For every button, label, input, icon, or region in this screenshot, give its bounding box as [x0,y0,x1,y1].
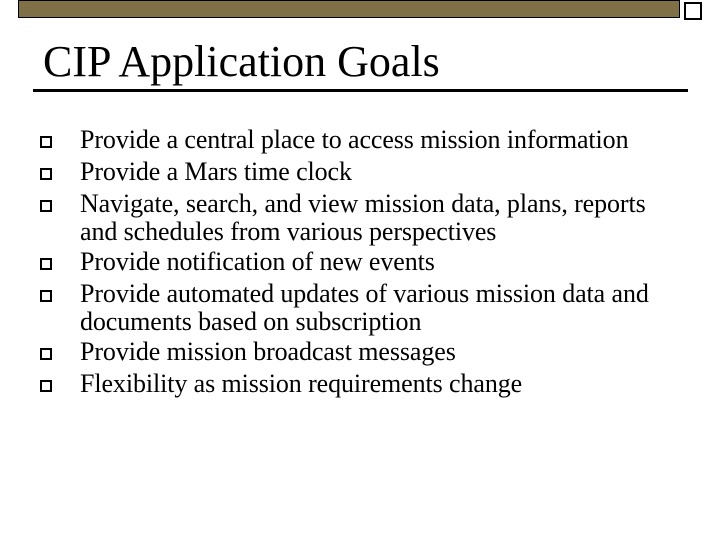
bullet-text: Provide a central place to access mission information [80,125,629,154]
title-underline-rule [33,89,688,92]
square-bullet-icon [40,380,52,392]
square-bullet-icon [40,200,52,212]
square-bullet-icon [40,348,52,360]
square-bullet-icon [40,136,52,148]
bullet-text: Provide a Mars time clock [80,157,352,186]
top-decorative-bar [18,0,680,18]
square-bullet-icon [40,258,52,270]
slide-title: CIP Application Goals [43,37,440,86]
bullet-text: Flexibility as mission requirements change [80,369,523,398]
bullet-text: Provide mission broadcast messages [80,337,456,366]
bullet-text: Provide automated updates of various mission data and documents based on subscription [80,279,649,336]
square-bullet-icon [40,168,52,180]
corner-square-decoration [684,2,702,20]
bullet-text: Navigate, search, and view mission data, plans, reports and schedules from various perspectives [80,189,646,246]
square-bullet-icon [40,290,52,302]
bullet-text: Provide notification of new events [80,247,435,276]
